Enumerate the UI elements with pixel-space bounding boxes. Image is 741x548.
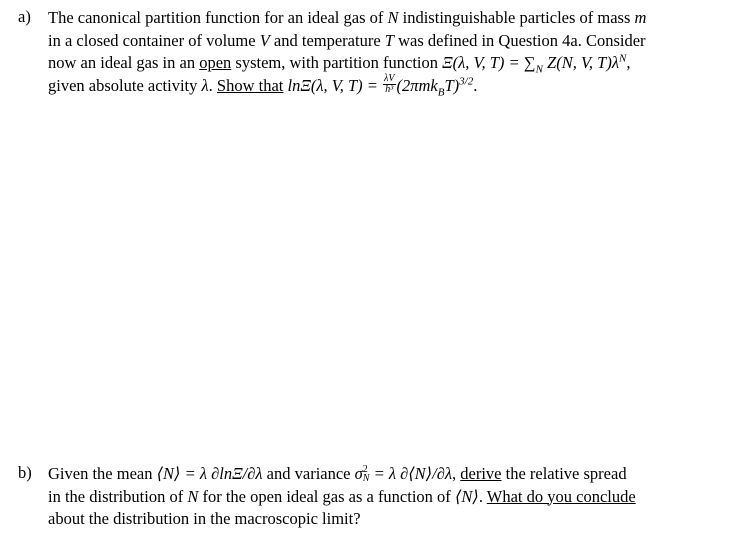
- lambda: λ: [201, 75, 209, 95]
- text: ,: [452, 464, 461, 483]
- sigma-scripts: [363, 465, 370, 483]
- show-that-underlined: Show that: [216, 75, 284, 95]
- question-part-b: [18, 463, 723, 531]
- fraction-numerator: λV: [384, 73, 395, 85]
- conclude-underlined: What do you conclude: [486, 486, 636, 506]
- text: Given the mean: [48, 464, 157, 483]
- question-part-a: [18, 7, 723, 97]
- part-b-line-2: [48, 486, 723, 509]
- sigma-subscript: N: [362, 473, 370, 485]
- part-b-label: b): [18, 463, 32, 482]
- sigma: σ: [354, 464, 363, 483]
- variable-n: N: [387, 8, 399, 27]
- text: ,: [626, 53, 631, 72]
- text: and variance: [262, 464, 355, 483]
- text: was defined in Question 4a. Consider: [393, 30, 646, 50]
- part-a-line-4: [48, 75, 723, 98]
- result-math-2: T): [444, 75, 460, 95]
- mean-math: ⟨N⟩ = λ ∂lnΞ/∂λ: [156, 464, 263, 483]
- part-b-line-3: about the distribution in the macroscopic limit?: [48, 509, 361, 528]
- result-exponent: 3/2: [459, 75, 474, 87]
- part-a-line-2: [48, 30, 723, 53]
- text: the relative spread: [501, 464, 627, 483]
- derive-underlined: derive: [460, 464, 502, 483]
- part-b-line-1: [48, 463, 723, 486]
- text: .: [473, 75, 478, 95]
- text: for the open ideal gas as a function of: [198, 486, 455, 506]
- partition-function-math-2: Z(N, V, T)λ: [542, 53, 619, 72]
- text: in the distribution of: [48, 486, 188, 506]
- variable-v: V: [259, 30, 270, 50]
- text: and temperature: [269, 30, 385, 50]
- text: .: [478, 486, 487, 506]
- part-a-line-1: [48, 7, 723, 30]
- sum-subscript: N: [535, 63, 543, 76]
- mean-symbol: ⟨N⟩: [454, 486, 479, 506]
- text: .: [208, 75, 217, 95]
- sigma-superscript: 2: [362, 464, 368, 476]
- open-underlined: open: [199, 53, 232, 72]
- variable-m: m: [634, 8, 647, 27]
- boltzmann-subscript: B: [437, 85, 445, 98]
- text: indistinguishable particles of mass: [398, 8, 635, 27]
- variable-n: N: [187, 486, 199, 506]
- partition-function-math: Ξ(λ, V, T) = ∑: [442, 53, 536, 72]
- variance-math: = λ ∂⟨N⟩/∂λ: [369, 464, 453, 483]
- part-a-label: a): [18, 7, 31, 26]
- text: system, with partition function: [231, 53, 443, 72]
- text: The canonical partition function for an ideal gas of: [48, 8, 388, 27]
- result-math: (2πmk: [396, 75, 438, 95]
- text: given absolute activity: [48, 75, 202, 95]
- text: in a closed container of volume: [48, 30, 260, 50]
- part-b-text: [48, 463, 723, 531]
- variable-t: T: [384, 30, 394, 50]
- lambda-exponent: N: [619, 52, 627, 65]
- fraction: [383, 74, 395, 95]
- part-a-text: [48, 7, 723, 97]
- fraction-denominator: h³: [385, 84, 394, 96]
- text: now an ideal gas in an: [48, 53, 200, 72]
- part-a-line-3: [48, 52, 723, 75]
- log-partition-math: lnΞ(λ, V, T) =: [283, 75, 383, 95]
